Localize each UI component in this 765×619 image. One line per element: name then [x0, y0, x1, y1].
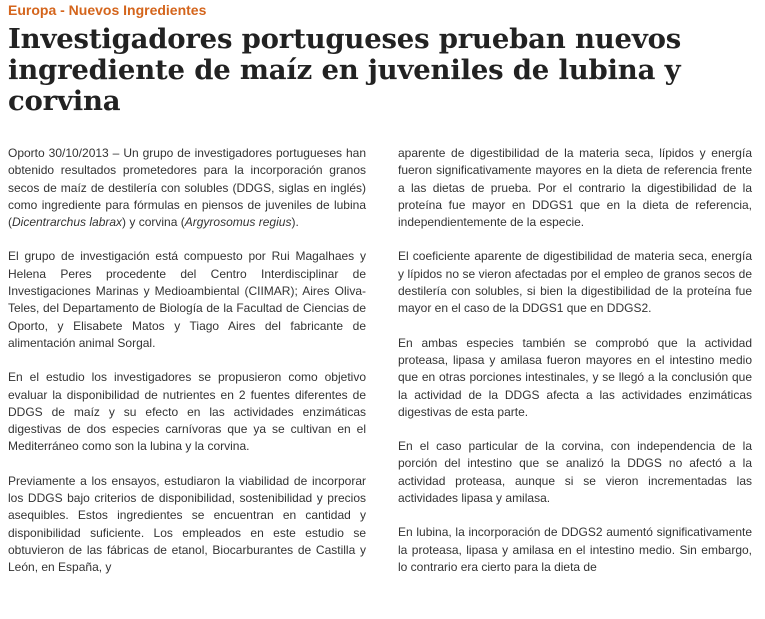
paragraph-lubina: En lubina, la incorporación de DDGS2 aumentó significativamente la proteasa, lipasa y amilasa en el intestino medio. Sin embargo, lo contrario era cierto para la dieta de: [398, 525, 752, 574]
paragraph-objective: En el estudio los investigadores se propusieron como objetivo evaluar la disponibilidad de nutrientes en 2 fuentes diferentes de DDGS de maíz y su efecto en las actividades enzimáticas digestivas de dos especies carnívoras que ya se cultivan en el Mediterráneo como son la lubina y la corvina.: [8, 370, 366, 454]
intro-end: ).: [291, 215, 299, 230]
intro-lead: Oporto 30/10/2013 – Un grupo de investigadores portugueses han obtenido resultados prometedores para la incorporación granos secos de maíz de destilería con solubles (DDGS, siglas en inglés) como ingrediente para fórmulas en piensos de juveniles de lubina (: [8, 146, 366, 230]
paragraph-coefficient: El coeficiente aparente de digestibilidad de materia seca, energía y lípidos no se vieron afectadas por el empleo de granos secos de destilería con solubles, si bien la digestibilidad de la proteína fue mayor en el caso de la DDGS1 que en DDGS2.: [398, 249, 752, 316]
paragraph-intro: [8, 145, 366, 231]
paragraph-research-group: El grupo de investigación está compuesto por Rui Magalhaes y Helena Peres procedente del Centro Interdisciplinar de Investigaciones Marinas y Medioambiental (CIIMAR); Aires Oliva-Teles, del Departamento de Biología de la Facultad de Ciencias de Oporto, y Elisabete Matos y Tiago Aires del fabricante de alimentación animal Sorgal.: [8, 249, 366, 350]
intro-mid: ) y corvina (: [122, 215, 185, 230]
article-column-left: [8, 145, 366, 594]
paragraph-digestibility: aparente de digestibilidad de la materia seca, lípidos y energía fueron significativamente mayores en la dieta de referencia frente a las dietas de prueba. Por el contrario la digestibilidad de la proteína fue mayor en DDGS1 que en la dieta de referencia, independientemente de la especie.: [398, 146, 752, 230]
article-title: Investigadores portugueses prueban nuevos ingrediente de maíz en juveniles de lubina y corvina: [8, 23, 682, 117]
category-label[interactable]: Europa - Nuevos Ingredientes: [8, 2, 207, 18]
paragraph-corvina: En el caso particular de la corvina, con independencia de la porción del intestino que se analizó la DDGS no afectó a la actividad proteasa, aunque si se vieron incrementadas las actividades lipasa y amilasa.: [398, 439, 752, 506]
paragraph-enzymes: En ambas especies también se comprobó que la actividad proteasa, lipasa y amilasa fueron mayores en el intestino medio que en otras porciones intestinales, y se llegó a la conclusión que la actividad de la DDGS afecta a las actividades enzimáticas digestivas de esta parte.: [398, 335, 752, 419]
paragraph-viability: Previamente a los ensayos, estudiaron la viabilidad de incorporar los DDGS bajo criterios de disponibilidad, sostenibilidad y precios asequibles. Estos ingredientes se encuentran en cantidad y disponibilidad suficiente. Los empleados en este estudio se obtuvieron de las fábricas de etanol, Biocarburantes de Castilla y León, en España, y: [8, 473, 366, 575]
species-name-corvina: Argyrosomus regius: [184, 215, 292, 230]
article-column-right: [398, 145, 752, 593]
species-name-lubina: Dicentrarchus labrax: [12, 215, 123, 230]
